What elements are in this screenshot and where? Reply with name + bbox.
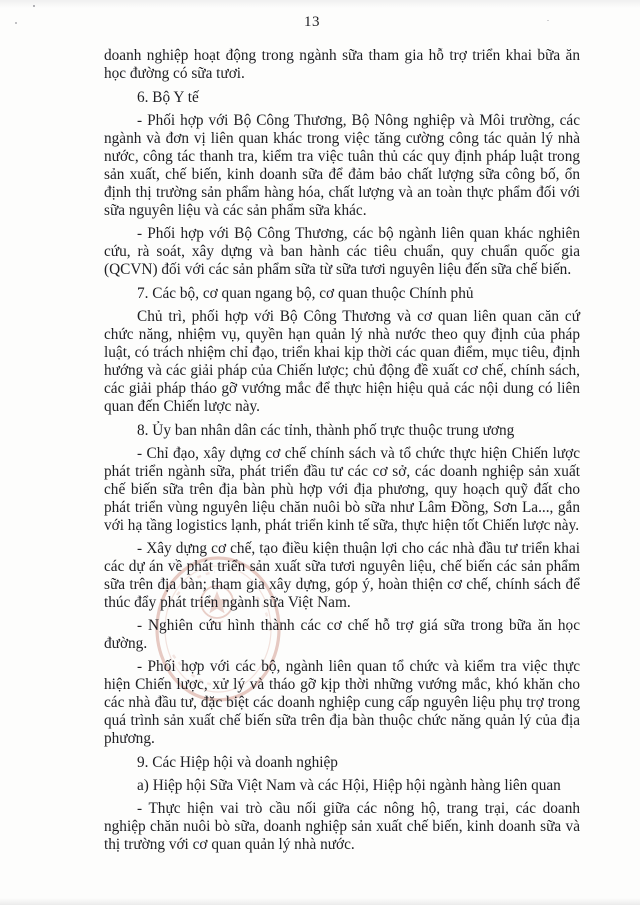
scan-speck bbox=[33, 5, 35, 7]
paragraph: - Nghiên cứu hình thành các cơ chế hỗ trợ giá sữa trong bữa ăn học đường. bbox=[104, 617, 580, 652]
paragraph: - Phối hợp với Bộ Công Thương, Bộ Nông nghiệp và Môi trường, các ngành và đơn vị liên quan khác trong việc tăng cường công tác quản lý nhà nước, công tác thanh tra, kiểm tra việc tuân thủ các quy định pháp luật trong sản xuất, chế biến, kinh doanh sữa để đảm bảo chất lượng sữa công bố, ổn định thị trường sản phẩm hàng hóa, chất lượng và an toàn thực phẩm đối với sữa nguyên liệu và các sản phẩm sữa khác. bbox=[104, 112, 580, 219]
paragraph: - Phối hợp với các bộ, ngành liên quan tổ chức và kiểm tra việc thực hiện Chiến lược, xử lý và tháo gỡ kịp thời những vướng mắc, khó khăn cho các nhà đầu tư, đặc biệt các doanh nghiệp cung cấp nguyên liệu phụ trợ trong quá trình sản xuất chế biến sữa trên địa bàn thuộc chức năng quản lý của địa phương. bbox=[104, 658, 580, 747]
paragraph: Chủ trì, phối hợp với Bộ Công Thương và cơ quan liên quan căn cứ chức năng, nhiệm vụ, quyền hạn quản lý nhà nước theo quy định của pháp luật, có trách nhiệm chỉ đạo, triển khai kịp thời các quan điểm, mục tiêu, định hướng và các giải pháp của Chiến lược; chủ động đề xuất cơ chế, chính sách, các giải pháp tháo gỡ vướng mắc để thực hiện hiệu quả các nội dung có liên quan đến Chiến lược này. bbox=[104, 308, 580, 415]
page-number: 13 bbox=[304, 14, 320, 30]
paragraph: - Chỉ đạo, xây dựng cơ chế chính sách và tổ chức thực hiện Chiến lược phát triển ngành sữa, phát triển đầu tư các cơ sở, các doanh nghiệp sản xuất chế biến sữa trên địa bàn phù hợp với địa phương, quy hoạch quỹ đất cho phát triển vùng nguyên liệu chăn nuôi bò sữa như Lâm Đồng, Sơn La..., gắn với hạ tầng logistics lạnh, phát triển kinh tế sữa, thực hiện tốt Chiến lược này. bbox=[104, 445, 580, 534]
section-heading-8: 8. Ủy ban nhân dân các tỉnh, thành phố trực thuộc trung ương bbox=[137, 422, 515, 439]
document-body bbox=[104, 47, 580, 859]
paragraph: a) Hiệp hội Sữa Việt Nam và các Hội, Hiệp hội ngành hàng liên quan bbox=[137, 777, 561, 794]
paragraph: - Phối hợp với Bộ Công Thương, các bộ ngành liên quan khác nghiên cứu, rà soát, xây dựng và ban hành các tiêu chuẩn, quy chuẩn quốc gia (QCVN) đối với các sản phẩm sữa từ sữa tươi nguyên liệu đến sữa chế biến. bbox=[104, 225, 580, 278]
paragraph: - Thực hiện vai trò cầu nối giữa các nông hộ, trang trại, các doanh nghiệp chăn nuôi bò sữa, doanh nghiệp sản xuất chế biến, kinh doanh sữa và thị trường với cơ quan quản lý nhà nước. bbox=[104, 800, 580, 853]
paragraph-continuation: doanh nghiệp hoạt động trong ngành sữa tham gia hỗ trợ triển khai bữa ăn học đường có sữa tươi. bbox=[104, 47, 580, 82]
section-heading-7: 7. Các bộ, cơ quan ngang bộ, cơ quan thuộc Chính phủ bbox=[137, 285, 474, 302]
section-heading-6: 6. Bộ Y tế bbox=[137, 89, 199, 106]
paragraph: - Xây dựng cơ chế, tạo điều kiện thuận lợi cho các nhà đầu tư triển khai các dự án về phát triển sản xuất sữa tươi nguyên liệu, chế biến các sản phẩm sữa trên địa bàn; tham gia xây dựng, góp ý, hoàn thiện cơ chế, chính sách để thúc đẩy phát triển ngành sữa Việt Nam. bbox=[104, 540, 580, 611]
section-heading-9: 9. Các Hiệp hội và doanh nghiệp bbox=[137, 754, 338, 771]
